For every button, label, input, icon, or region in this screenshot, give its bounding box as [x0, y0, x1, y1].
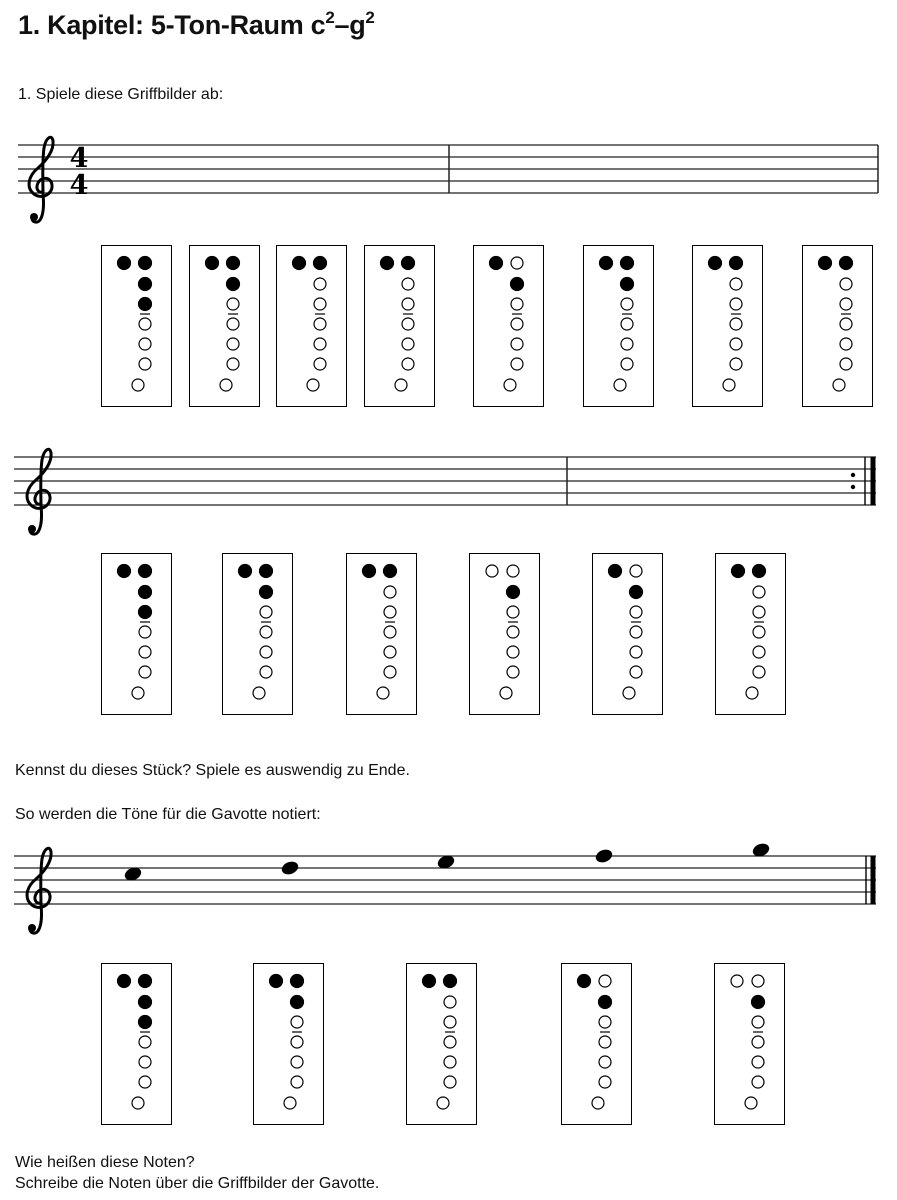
open-hole-icon — [444, 1076, 456, 1088]
open-hole-icon — [395, 379, 407, 391]
fingering-chart — [561, 963, 632, 1125]
open-hole-icon — [291, 1016, 303, 1028]
open-hole-icon — [139, 1056, 151, 1068]
fingering-holes — [102, 554, 170, 713]
fingering-chart — [473, 245, 544, 407]
staff-3 — [0, 826, 897, 946]
closed-hole-icon — [621, 257, 634, 270]
open-hole-icon — [139, 338, 151, 350]
treble-clef-icon — [27, 449, 51, 534]
fingering-holes — [102, 964, 170, 1123]
fingering-holes — [693, 246, 761, 405]
open-hole-icon — [402, 358, 414, 370]
treble-clef-icon — [29, 137, 53, 222]
open-hole-icon — [730, 358, 742, 370]
open-hole-icon — [840, 298, 852, 310]
time-signature-top: 4 — [69, 143, 89, 174]
open-hole-icon — [614, 379, 626, 391]
closed-hole-icon — [118, 565, 131, 578]
closed-hole-icon — [270, 975, 283, 988]
closed-hole-icon — [139, 257, 152, 270]
closed-hole-icon — [753, 565, 766, 578]
fingering-chart — [802, 245, 873, 407]
open-hole-icon — [402, 298, 414, 310]
open-hole-icon — [291, 1036, 303, 1048]
open-hole-icon — [402, 318, 414, 330]
open-hole-icon — [507, 666, 519, 678]
open-hole-icon — [592, 1097, 604, 1109]
fingering-holes — [223, 554, 291, 713]
open-hole-icon — [260, 666, 272, 678]
time-signature-bottom: 4 — [69, 170, 89, 201]
closed-hole-icon — [118, 975, 131, 988]
open-hole-icon — [840, 358, 852, 370]
open-hole-icon — [314, 338, 326, 350]
open-hole-icon — [384, 646, 396, 658]
write-notes-instruction: Schreibe die Noten über die Griffbilder der Gavotte. — [15, 1175, 380, 1192]
open-hole-icon — [746, 687, 758, 699]
fingering-chart — [222, 553, 293, 715]
open-hole-icon — [444, 996, 456, 1008]
open-hole-icon — [132, 1097, 144, 1109]
fingering-chart — [101, 963, 172, 1125]
fingering-holes — [803, 246, 871, 405]
fingering-chart — [101, 245, 172, 407]
open-hole-icon — [511, 298, 523, 310]
open-hole-icon — [599, 1076, 611, 1088]
closed-hole-icon — [260, 565, 273, 578]
fingering-holes — [254, 964, 322, 1123]
closed-hole-icon — [600, 257, 613, 270]
gavotte-notes — [123, 841, 771, 882]
fingering-chart — [346, 553, 417, 715]
open-hole-icon — [623, 687, 635, 699]
open-hole-icon — [621, 338, 633, 350]
closed-hole-icon — [507, 586, 520, 599]
open-hole-icon — [630, 666, 642, 678]
open-hole-icon — [139, 626, 151, 638]
open-hole-icon — [132, 379, 144, 391]
open-hole-icon — [307, 379, 319, 391]
closed-hole-icon — [139, 606, 152, 619]
open-hole-icon — [260, 626, 272, 638]
closed-hole-icon — [139, 975, 152, 988]
note-head — [594, 847, 614, 864]
open-hole-icon — [253, 687, 265, 699]
open-hole-icon — [227, 338, 239, 350]
open-hole-icon — [139, 666, 151, 678]
open-hole-icon — [753, 666, 765, 678]
fingering-chart — [714, 963, 785, 1125]
fingering-chart — [101, 553, 172, 715]
open-hole-icon — [377, 687, 389, 699]
closed-hole-icon — [139, 586, 152, 599]
open-hole-icon — [731, 975, 743, 987]
closed-hole-icon — [709, 257, 722, 270]
open-hole-icon — [753, 646, 765, 658]
open-hole-icon — [507, 565, 519, 577]
open-hole-icon — [621, 318, 633, 330]
staff-2-lines — [14, 457, 876, 505]
closed-hole-icon — [139, 1016, 152, 1029]
open-hole-icon — [507, 646, 519, 658]
open-hole-icon — [840, 338, 852, 350]
open-hole-icon — [599, 1056, 611, 1068]
open-hole-icon — [139, 1076, 151, 1088]
open-hole-icon — [139, 1036, 151, 1048]
closed-hole-icon — [423, 975, 436, 988]
open-hole-icon — [402, 278, 414, 290]
open-hole-icon — [753, 606, 765, 618]
closed-hole-icon — [381, 257, 394, 270]
open-hole-icon — [500, 687, 512, 699]
fingering-holes — [715, 964, 783, 1123]
open-hole-icon — [752, 1016, 764, 1028]
fingering-holes — [102, 246, 170, 405]
closed-hole-icon — [621, 278, 634, 291]
open-hole-icon — [599, 1016, 611, 1028]
open-hole-icon — [260, 646, 272, 658]
open-hole-icon — [621, 298, 633, 310]
open-hole-icon — [132, 687, 144, 699]
fingering-chart — [276, 245, 347, 407]
closed-hole-icon — [206, 257, 219, 270]
closed-hole-icon — [444, 975, 457, 988]
staff-1-lines — [18, 145, 878, 193]
open-hole-icon — [630, 606, 642, 618]
open-hole-icon — [227, 358, 239, 370]
closed-hole-icon — [314, 257, 327, 270]
closed-hole-icon — [732, 565, 745, 578]
open-hole-icon — [444, 1056, 456, 1068]
closed-hole-icon — [609, 565, 622, 578]
open-hole-icon — [384, 586, 396, 598]
closed-hole-icon — [819, 257, 832, 270]
closed-hole-icon — [291, 996, 304, 1009]
fingering-chart — [364, 245, 435, 407]
open-hole-icon — [630, 626, 642, 638]
fingering-chart — [253, 963, 324, 1125]
fingering-holes — [716, 554, 784, 713]
closed-hole-icon — [118, 257, 131, 270]
closed-hole-icon — [752, 996, 765, 1009]
open-hole-icon — [384, 606, 396, 618]
note-head — [280, 859, 300, 876]
open-hole-icon — [730, 298, 742, 310]
closed-hole-icon — [840, 257, 853, 270]
open-hole-icon — [511, 358, 523, 370]
question-known-piece: Kennst du dieses Stück? Spiele es auswendig zu Ende. — [15, 762, 410, 779]
open-hole-icon — [752, 1056, 764, 1068]
closed-hole-icon — [260, 586, 273, 599]
task1-instruction: 1. Spiele diese Griffbilder ab: — [18, 86, 224, 103]
open-hole-icon — [511, 318, 523, 330]
open-hole-icon — [630, 565, 642, 577]
closed-hole-icon — [139, 298, 152, 311]
open-hole-icon — [314, 318, 326, 330]
open-hole-icon — [723, 379, 735, 391]
open-hole-icon — [730, 278, 742, 290]
fingering-chart — [692, 245, 763, 407]
open-hole-icon — [840, 278, 852, 290]
open-hole-icon — [384, 626, 396, 638]
open-hole-icon — [752, 1076, 764, 1088]
closed-hole-icon — [293, 257, 306, 270]
open-hole-icon — [507, 606, 519, 618]
page-title: 1. Kapitel: 5-Ton-Raum $c^2-g^2$ — [18, 8, 375, 40]
open-hole-icon — [139, 358, 151, 370]
fingering-holes — [277, 246, 345, 405]
open-hole-icon — [621, 358, 633, 370]
open-hole-icon — [753, 586, 765, 598]
open-hole-icon — [314, 358, 326, 370]
gavotte-intro: So werden die Töne für die Gavotte notiert: — [15, 806, 321, 823]
open-hole-icon — [260, 606, 272, 618]
open-hole-icon — [284, 1097, 296, 1109]
fingering-holes — [365, 246, 433, 405]
open-hole-icon — [227, 318, 239, 330]
staff-1 — [0, 118, 897, 228]
treble-clef-icon — [27, 848, 51, 933]
fingering-chart — [592, 553, 663, 715]
fingering-holes — [407, 964, 475, 1123]
open-hole-icon — [752, 975, 764, 987]
closed-hole-icon — [363, 565, 376, 578]
open-hole-icon — [139, 318, 151, 330]
open-hole-icon — [833, 379, 845, 391]
open-hole-icon — [753, 626, 765, 638]
open-hole-icon — [402, 338, 414, 350]
closed-hole-icon — [490, 257, 503, 270]
open-hole-icon — [444, 1016, 456, 1028]
closed-hole-icon — [384, 565, 397, 578]
open-hole-icon — [486, 565, 498, 577]
fingering-chart — [406, 963, 477, 1125]
open-hole-icon — [511, 257, 523, 269]
open-hole-icon — [504, 379, 516, 391]
open-hole-icon — [291, 1056, 303, 1068]
open-hole-icon — [752, 1036, 764, 1048]
fingering-holes — [562, 964, 630, 1123]
closed-hole-icon — [511, 278, 524, 291]
open-hole-icon — [384, 666, 396, 678]
fingering-chart — [469, 553, 540, 715]
closed-hole-icon — [239, 565, 252, 578]
closed-hole-icon — [227, 278, 240, 291]
closed-hole-icon — [139, 565, 152, 578]
open-hole-icon — [227, 298, 239, 310]
closed-hole-icon — [578, 975, 591, 988]
open-hole-icon — [630, 646, 642, 658]
fingering-holes — [474, 246, 542, 405]
fingering-holes — [470, 554, 538, 713]
open-hole-icon — [745, 1097, 757, 1109]
fingering-holes — [347, 554, 415, 713]
closed-hole-icon — [139, 996, 152, 1009]
open-hole-icon — [730, 318, 742, 330]
open-hole-icon — [220, 379, 232, 391]
open-hole-icon — [730, 338, 742, 350]
fingering-holes — [593, 554, 661, 713]
staff-2 — [0, 430, 897, 540]
fingering-chart — [583, 245, 654, 407]
open-hole-icon — [599, 975, 611, 987]
open-hole-icon — [444, 1036, 456, 1048]
open-hole-icon — [599, 1036, 611, 1048]
open-hole-icon — [291, 1076, 303, 1088]
open-hole-icon — [511, 338, 523, 350]
closed-hole-icon — [402, 257, 415, 270]
open-hole-icon — [314, 278, 326, 290]
open-hole-icon — [507, 626, 519, 638]
fingering-holes — [584, 246, 652, 405]
fingering-holes — [190, 246, 258, 405]
open-hole-icon — [314, 298, 326, 310]
closed-hole-icon — [291, 975, 304, 988]
closed-hole-icon — [139, 278, 152, 291]
open-hole-icon — [139, 646, 151, 658]
closed-hole-icon — [599, 996, 612, 1009]
closed-hole-icon — [730, 257, 743, 270]
fingering-chart — [715, 553, 786, 715]
open-hole-icon — [840, 318, 852, 330]
closed-hole-icon — [227, 257, 240, 270]
question-note-names: Wie heißen diese Noten? — [15, 1154, 195, 1171]
closed-hole-icon — [630, 586, 643, 599]
open-hole-icon — [437, 1097, 449, 1109]
fingering-chart — [189, 245, 260, 407]
